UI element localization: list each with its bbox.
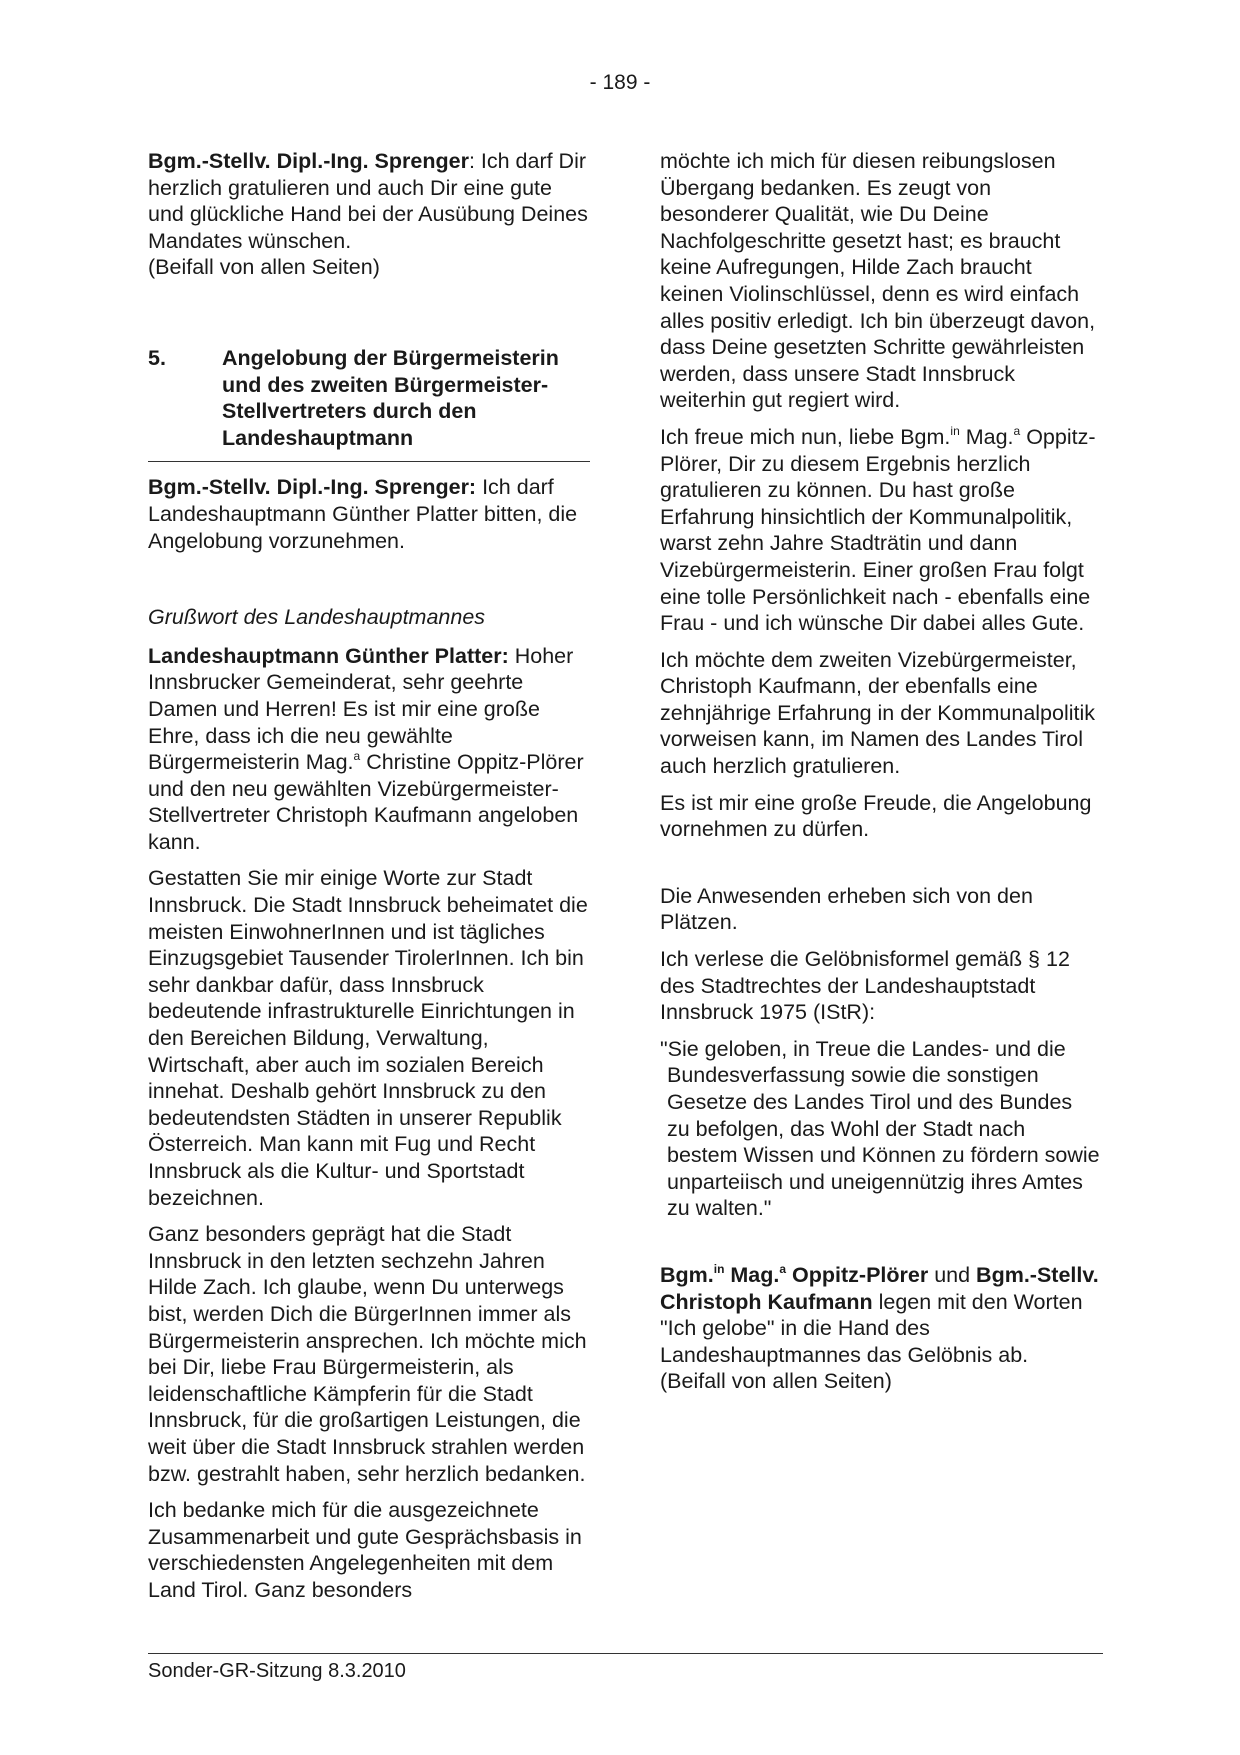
paragraph: Ich bedanke mich für die ausgezeichnete Zusammenarbeit und gute Gesprächsbasis in verschiedensten Angelegenheiten mit dem Land Tirol. Ganz besonders [148,1498,582,1602]
left-column [148,148,588,1614]
footer: Sonder-GR-Sitzung 8.3.2010 [148,1660,406,1682]
paragraph: Landeshauptmann Günther Platter: Hoher Innsbrucker Gemeinderat, sehr geehrte Damen und Herren! Es ist mir eine große Ehre, dass ich die neu gewählte Bürgermeisterin Mag.$^a$ Christine Oppitz-Plörer und den neu gewählten Vizebürgermeister-Stellvertreter Christoph Kaufmann angeloben kann. [148,643,584,854]
oath-quote: "Sie geloben, in Treue die Landes- und die Bundesverfassung sowie die sonstigen Gesetze des Landes Tirol und des Bundes zu befolgen, das Wohl der Stadt nach bestem Wissen und Können zu fördern sowie unparteiisch und uneigennützig ihres Amtes zu walten." [660,1036,1100,1221]
paragraph: Gestatten Sie mir einige Worte zur Stadt Innsbruck. Die Stadt Innsbruck beheimatet die meisten EinwohnerInnen und ist tägliches Einzugsgebiet Tausender TirolerInnen. Ich bin sehr dankbar dafür, dass Innsbruck bedeutende infrastrukturelle Einrichtungen in den Bereichen Bildung, Verwaltung, Wirtschaft, aber auch im sozialen Bereich innehat. Deshalb gehört Innsbruck zu den bedeutendsten Städten in unserer Republik Österreich. Man kann mit Fug und Recht Innsbruck als die Kultur- und Sportstadt bezeichnen. [148,866,588,1210]
agenda-number: 5. [148,345,166,370]
right-column [660,148,1100,1405]
paragraph: Bgm.$^{in}$ Mag.$^a$ Oppitz-Plörer und Bgm.-Stellv. Christoph Kaufmann legen mit den Worten "Ich gelobe" in die Hand des Landeshauptmannes das Gelöbnis ab. (Beifall von allen Seiten) [660,1261,1099,1394]
section-title: Grußwort des Landeshauptmannes [148,605,486,630]
agenda-title: Angelobung der Bürgermeisterin und des zweiten Bürgermeister-Stellvertreters durch den Landeshauptmann [222,345,559,450]
applause-note: (Beifall von allen Seiten) [148,255,380,280]
heading-divider [148,461,590,462]
paragraph: Ganz besonders geprägt hat die Stadt Innsbruck in den letzten sechzehn Jahren Hilde Zach. Ich glaube, wenn Du unterwegs bist, werden Dich die BürgerInnen immer als Bürgermeisterin ansprechen. Ich möchte mich bei Dir, liebe Frau Bürgermeisterin, als leidenschaftliche Kämpferin für die Stadt Innsbruck, für die großartigen Leistungen, die weit über die Stadt Innsbruck strahlen werden bzw. gestrahlt haben, sehr herzlich bedanken. [148,1222,587,1486]
applause-note: (Beifall von allen Seiten) [660,1369,892,1394]
agenda-heading [148,345,588,451]
paragraph: Die Anwesenden erheben sich von den Plätzen. [660,883,1033,935]
paragraph: Bgm.-Stellv. Dipl.-Ing. Sprenger: Ich darf Landeshauptmann Günther Platter bitten, die Angelobung vorzunehmen. [148,475,578,553]
speaker-name: Bgm.-Stellv. Dipl.-Ing. Sprenger: [148,475,477,500]
paragraph: Bgm.-Stellv. Dipl.-Ing. Sprenger: Ich darf Dir herzlich gratulieren und auch Dir eine gute und glückliche Hand bei der Ausübung Deines Mandates wünschen. (Beifall von allen Seiten) [148,149,588,280]
paragraph: Ich verlese die Gelöbnisformel gemäß § 12 des Stadtrechtes der Landeshauptstadt Innsbruck 1975 (IStR): [660,947,1070,1025]
paragraph: Ich freue mich nun, liebe Bgm.$^{in}$ Mag.$^a$ Oppitz-Plörer, Dir zu diesem Ergebnis herzlich gratulieren zu können. Du hast große Erfahrung hinsichtlich der Kommunalpolitik, warst zehn Jahre Stadträtin und dann Vizebürgermeisterin. Einer großen Frau folgt eine tolle Persönlichkeit nach - ebenfalls eine Frau - und ich wünsche Dir dabei alles Gute. [660,423,1096,636]
speaker-name: Bgm.-Stellv. Dipl.-Ing. Sprenger [148,149,469,173]
paragraph: Ich möchte dem zweiten Vizebürgermeister, Christoph Kaufmann, der ebenfalls eine zehnjährige Erfahrung in der Kommunalpolitik vorweisen kann, im Namen des Landes Tirol auch herzlich gratulieren. [660,647,1096,779]
paragraph: Es ist mir eine große Freude, die Angelobung vornehmen zu dürfen. [660,790,1092,842]
speaker-name: Landeshauptmann Günther Platter: [148,643,509,668]
footer-divider [148,1653,1103,1654]
page-number: - 189 - [589,71,651,94]
paragraph: möchte ich mich für diesen reibungslosen Übergang bedanken. Es zeugt von besonderer Qualität, wie Du Deine Nachfolgeschritte gesetzt hast; es braucht keine Aufregungen, Hilde Zach braucht keinen Violinschlüssel, denn es wird einfach alles positiv erledigt. Ich bin überzeugt davon, dass Deine gesetzten Schritte gewährleisten werden, dass unsere Stadt Innsbruck weiterhin gut regiert wird. [660,149,1096,413]
